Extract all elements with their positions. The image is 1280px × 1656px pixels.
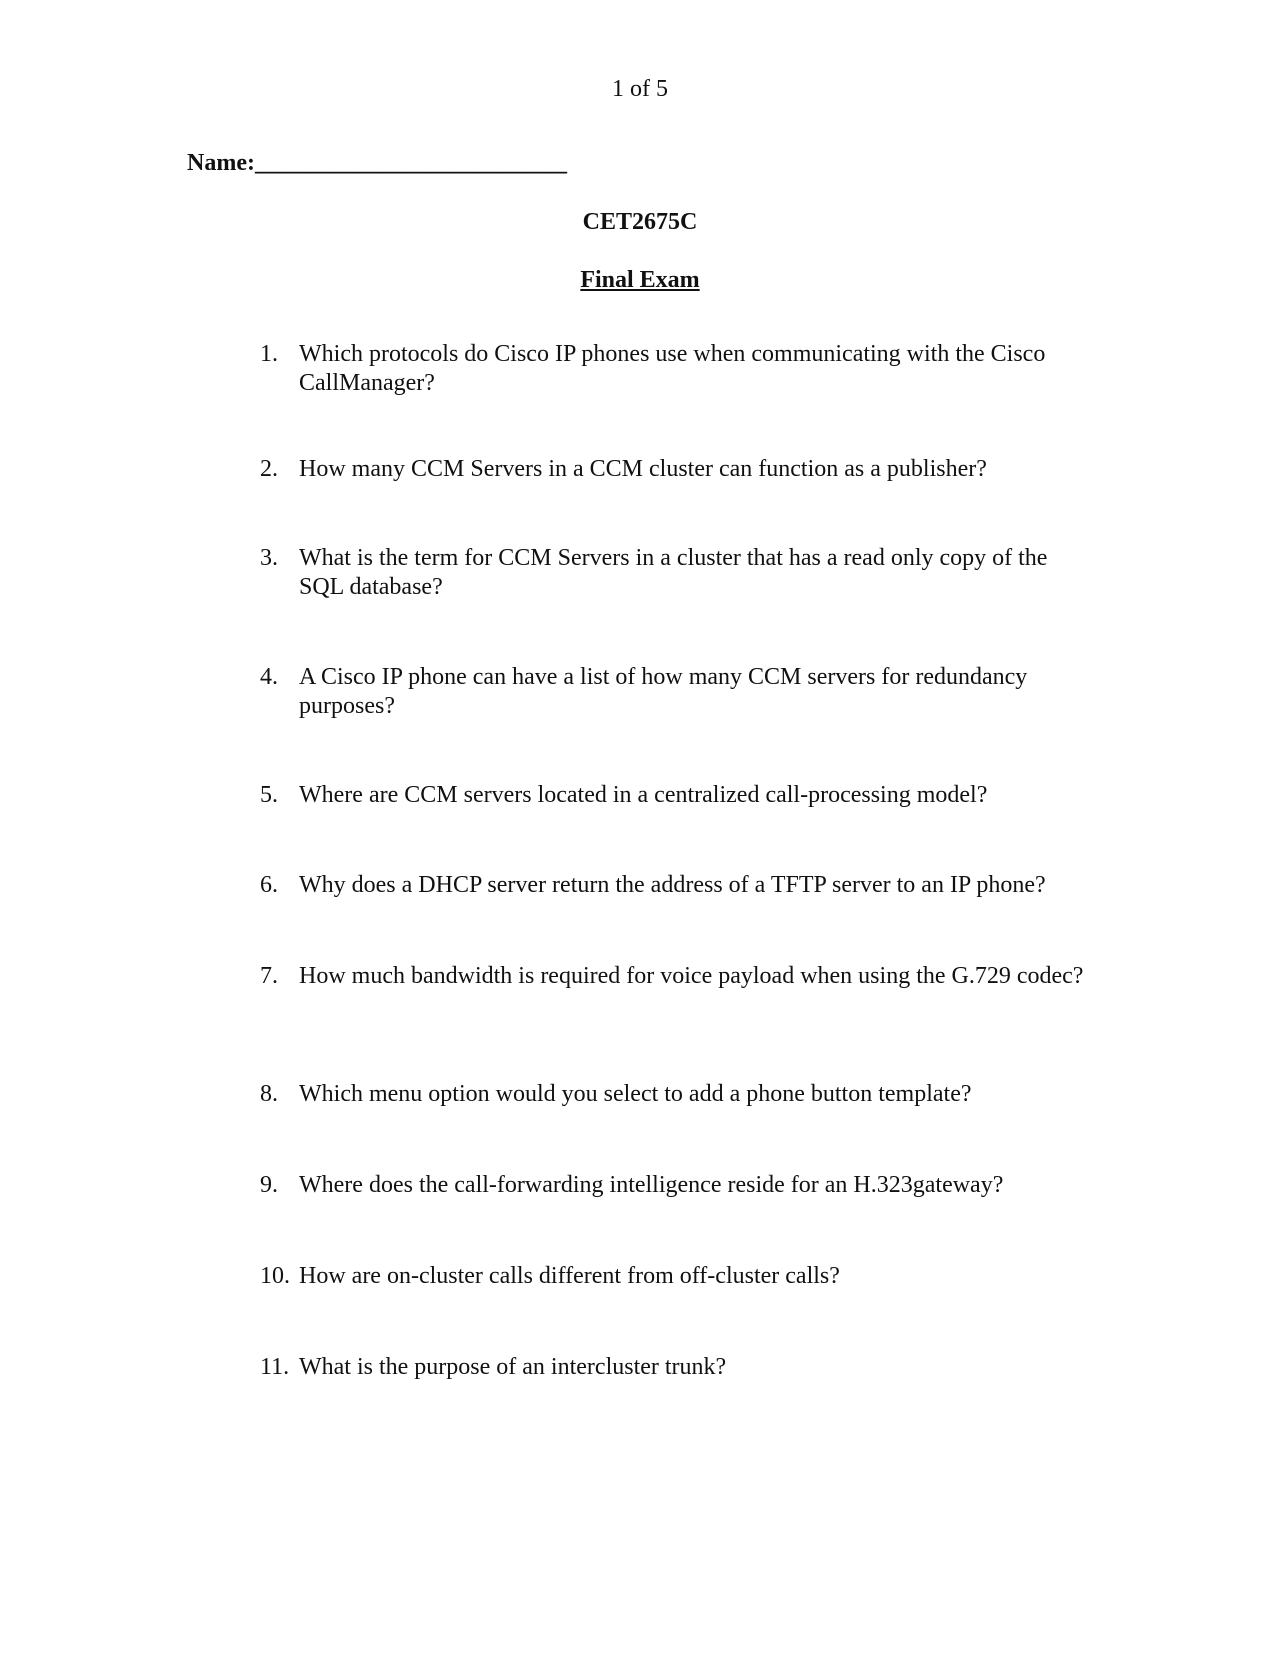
question-text: A Cisco IP phone can have a list of how many CCM servers for redundancy purposes? [299, 664, 1028, 719]
name-field-label: Name:__________________________ [187, 150, 567, 176]
question-text: How many CCM Servers in a CCM cluster can function as a publisher? [299, 456, 987, 482]
question-number: 10. [260, 1263, 290, 1289]
question-text: Why does a DHCP server return the address of a TFTP server to an IP phone? [299, 872, 1046, 898]
course-code: CET2675C [582, 209, 698, 235]
question-text: How much bandwidth is required for voice payload when using the G.729 codec? [299, 963, 1084, 989]
exam-title: Final Exam [580, 267, 700, 293]
question-number: 4. [260, 664, 278, 690]
question-number: 3. [260, 545, 278, 571]
question-number: 7. [260, 963, 278, 989]
question-text: What is the purpose of an intercluster trunk? [299, 1354, 727, 1380]
question-text: Which protocols do Cisco IP phones use when communicating with the Cisco CallManager? [299, 341, 1046, 396]
question-text: Which menu option would you select to add a phone button template? [299, 1081, 972, 1107]
question-number: 9. [260, 1172, 278, 1198]
question-number: 2. [260, 456, 278, 482]
question-text: How are on-cluster calls different from off-cluster calls? [299, 1263, 840, 1289]
question-text: What is the term for CCM Servers in a cluster that has a read only copy of the SQL database? [299, 545, 1048, 600]
question-number: 5. [260, 782, 278, 808]
question-number: 11. [260, 1354, 290, 1380]
page-number: 1 of 5 [612, 76, 668, 102]
question-text: Where are CCM servers located in a centralized call-processing model? [299, 782, 988, 808]
question-number: 6. [260, 872, 278, 898]
question-text: Where does the call-forwarding intelligence reside for an H.323gateway? [299, 1172, 1004, 1198]
question-number: 8. [260, 1081, 278, 1107]
question-number: 1. [260, 341, 278, 367]
